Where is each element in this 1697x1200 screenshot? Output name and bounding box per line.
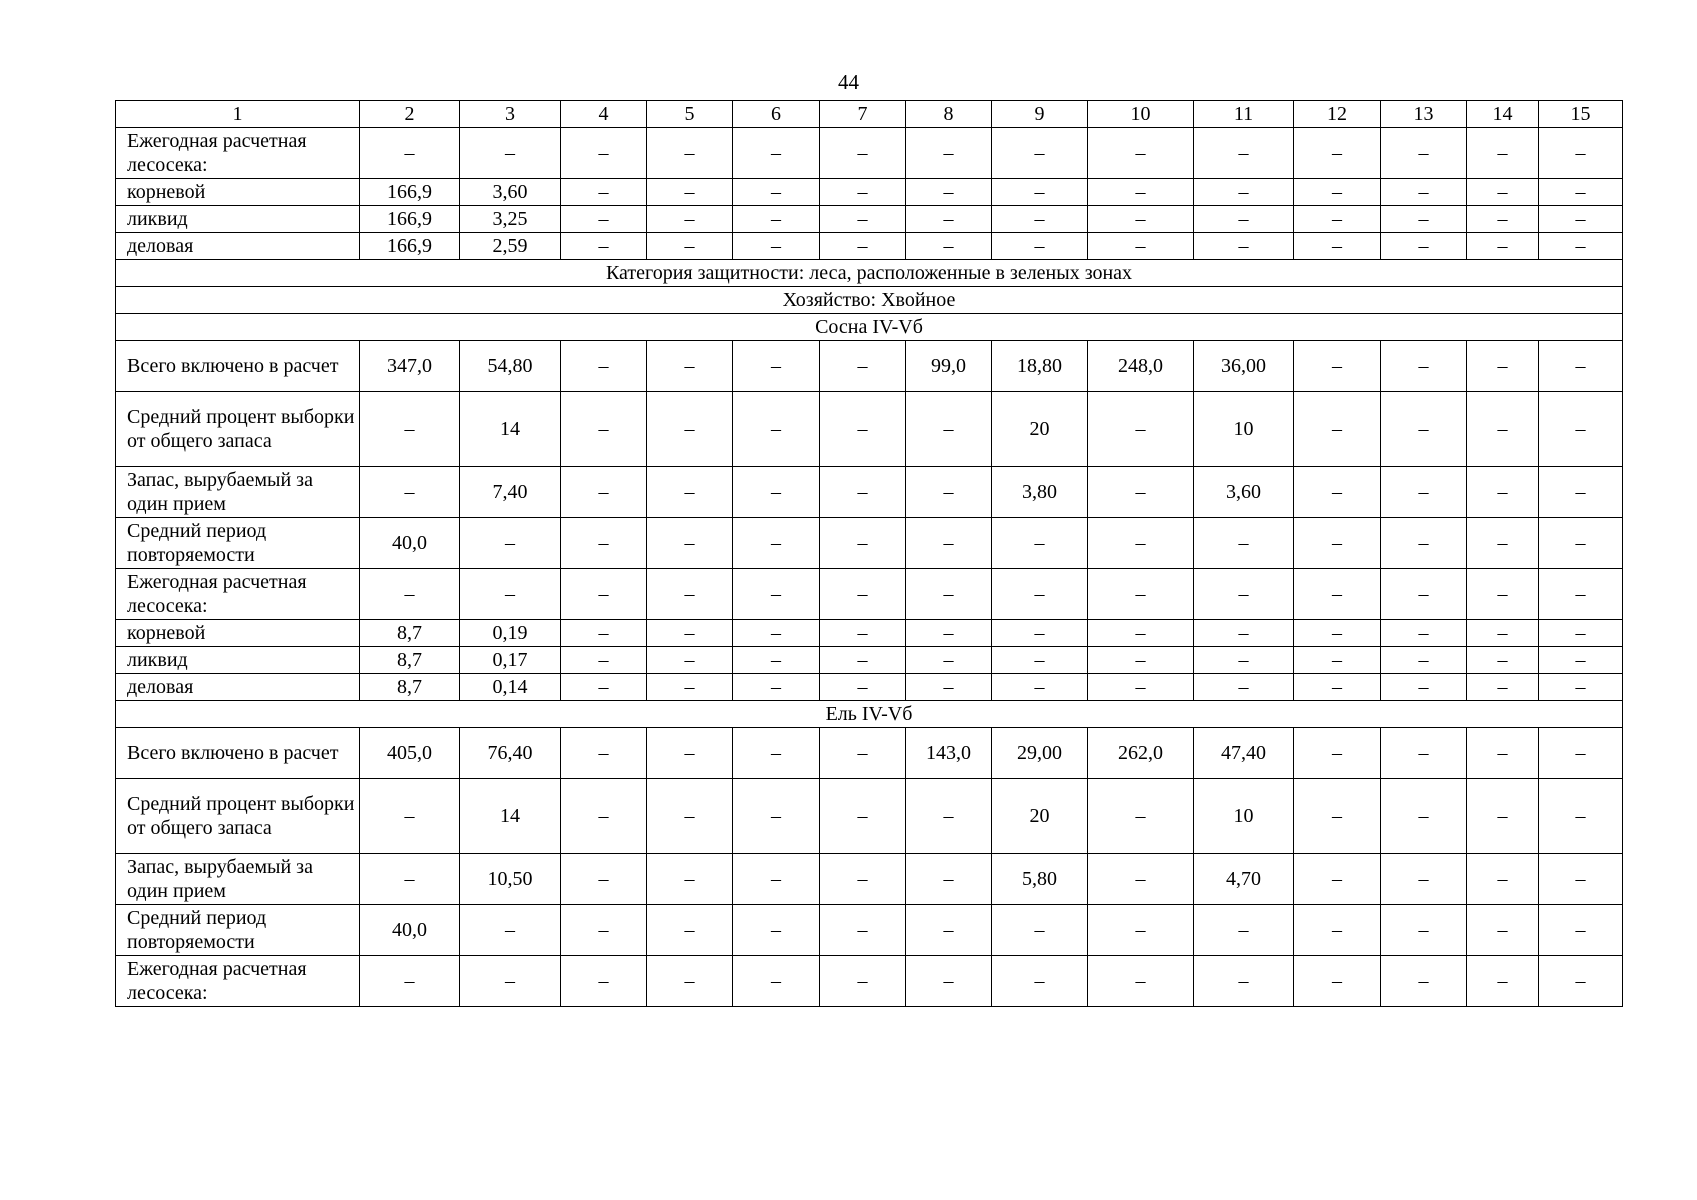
table-cell: –	[1194, 620, 1294, 647]
table-cell: –	[1467, 206, 1539, 233]
column-number-cell: 13	[1381, 101, 1467, 128]
table-cell: –	[906, 128, 992, 179]
table-row	[116, 179, 1623, 206]
table-cell: –	[647, 674, 733, 701]
table-cell: –	[1294, 779, 1381, 854]
table-cell: –	[1294, 392, 1381, 467]
table-cell: 3,60	[1194, 467, 1294, 518]
table-cell: –	[1539, 620, 1623, 647]
forest-data-table	[115, 100, 1623, 1007]
table-cell: –	[1381, 206, 1467, 233]
table-cell: –	[733, 647, 820, 674]
table-cell: –	[733, 128, 820, 179]
table-cell: –	[1294, 569, 1381, 620]
table-cell: –	[1088, 620, 1194, 647]
table-cell: –	[1381, 728, 1467, 779]
table-cell: –	[1194, 956, 1294, 1007]
table-cell: –	[992, 620, 1088, 647]
table-cell: –	[992, 206, 1088, 233]
table-cell: –	[733, 905, 820, 956]
table-cell: –	[561, 233, 647, 260]
table-row	[116, 956, 1623, 1007]
table-cell: –	[1381, 518, 1467, 569]
table-cell: –	[733, 392, 820, 467]
table-cell: 76,40	[460, 728, 561, 779]
table-cell: –	[906, 233, 992, 260]
table-cell: 20	[992, 392, 1088, 467]
table-cell: –	[1467, 467, 1539, 518]
row-label: Запас, вырубаемый за один прием	[116, 854, 360, 905]
table-cell: 4,70	[1194, 854, 1294, 905]
table-cell: 14	[460, 779, 561, 854]
table-cell: –	[992, 179, 1088, 206]
table-cell: –	[820, 728, 906, 779]
row-label: Ежегодная расчетная лесосека:	[116, 956, 360, 1007]
table-cell: –	[360, 956, 460, 1007]
table-cell: 10	[1194, 779, 1294, 854]
table-cell: –	[1381, 569, 1467, 620]
row-label: Запас, вырубаемый за один прием	[116, 467, 360, 518]
table-cell: 0,19	[460, 620, 561, 647]
table-cell: –	[733, 674, 820, 701]
table-cell: –	[647, 341, 733, 392]
table-cell: –	[820, 206, 906, 233]
table-cell: –	[1194, 569, 1294, 620]
table-cell: –	[647, 128, 733, 179]
table-cell: –	[906, 956, 992, 1007]
table-cell: 10,50	[460, 854, 561, 905]
table-cell: –	[820, 233, 906, 260]
table-cell: 3,25	[460, 206, 561, 233]
table-cell: –	[647, 620, 733, 647]
table-cell: –	[1539, 956, 1623, 1007]
row-label: ликвид	[116, 206, 360, 233]
table-cell: –	[1381, 392, 1467, 467]
table-cell: –	[1381, 647, 1467, 674]
table-cell: 29,00	[992, 728, 1088, 779]
table-row	[116, 569, 1623, 620]
table-cell: –	[1381, 779, 1467, 854]
table-row	[116, 518, 1623, 569]
table-cell: 166,9	[360, 206, 460, 233]
table-cell: –	[906, 905, 992, 956]
column-number-cell: 3	[460, 101, 561, 128]
table-cell: –	[647, 179, 733, 206]
table-cell: –	[820, 905, 906, 956]
table-cell: –	[1294, 341, 1381, 392]
table-cell: –	[1381, 128, 1467, 179]
table-cell: 3,60	[460, 179, 561, 206]
table-cell: –	[1194, 647, 1294, 674]
table-cell: –	[1539, 179, 1623, 206]
table-cell: –	[1467, 569, 1539, 620]
table-cell: –	[1088, 647, 1194, 674]
table-cell: –	[1539, 128, 1623, 179]
table-row	[116, 128, 1623, 179]
table-cell: 262,0	[1088, 728, 1194, 779]
table-cell: 36,00	[1194, 341, 1294, 392]
table-cell: –	[647, 467, 733, 518]
row-label: Средний процент выборки от общего запаса	[116, 779, 360, 854]
table-cell: 166,9	[360, 179, 460, 206]
table-row	[116, 392, 1623, 467]
table-cell: –	[1294, 674, 1381, 701]
table-cell: –	[1088, 674, 1194, 701]
table-cell: 347,0	[360, 341, 460, 392]
table-body	[116, 101, 1623, 1007]
table-cell: –	[1088, 128, 1194, 179]
table-row	[116, 341, 1623, 392]
table-row	[116, 905, 1623, 956]
table-cell: –	[1294, 128, 1381, 179]
table-cell: –	[561, 674, 647, 701]
table-cell: –	[647, 392, 733, 467]
table-cell: –	[1294, 179, 1381, 206]
table-cell: –	[820, 620, 906, 647]
table-cell: –	[906, 518, 992, 569]
table-row	[116, 854, 1623, 905]
table-cell: –	[733, 179, 820, 206]
row-label: деловая	[116, 674, 360, 701]
table-cell: –	[460, 956, 561, 1007]
row-label: Всего включено в расчет	[116, 728, 360, 779]
table-cell: –	[1088, 905, 1194, 956]
table-cell: –	[1539, 674, 1623, 701]
table-cell: –	[561, 647, 647, 674]
table-cell: 7,40	[460, 467, 561, 518]
table-cell: –	[360, 779, 460, 854]
table-cell: –	[733, 467, 820, 518]
table-cell: 10	[1194, 392, 1294, 467]
table-cell: –	[1467, 341, 1539, 392]
table-cell: 40,0	[360, 518, 460, 569]
table-cell: –	[992, 518, 1088, 569]
table-cell: –	[647, 569, 733, 620]
section-heading-row	[116, 260, 1623, 287]
table-cell: –	[992, 905, 1088, 956]
table-cell: 14	[460, 392, 561, 467]
table-cell: –	[733, 956, 820, 1007]
table-cell: –	[906, 179, 992, 206]
table-cell: 20	[992, 779, 1088, 854]
table-cell: –	[1194, 206, 1294, 233]
table-cell: –	[906, 674, 992, 701]
table-cell: –	[1539, 905, 1623, 956]
table-cell: –	[360, 854, 460, 905]
table-cell: 8,7	[360, 647, 460, 674]
column-number-cell: 11	[1194, 101, 1294, 128]
table-cell: –	[561, 779, 647, 854]
column-number-cell: 1	[116, 101, 360, 128]
table-cell: –	[360, 467, 460, 518]
section-heading: Ель IV-Vб	[116, 701, 1623, 728]
table-cell: –	[460, 518, 561, 569]
table-cell: –	[992, 128, 1088, 179]
table-cell: –	[1539, 341, 1623, 392]
table-cell: –	[1194, 674, 1294, 701]
table-cell: –	[820, 674, 906, 701]
table-cell: 3,80	[992, 467, 1088, 518]
table-cell: –	[1088, 233, 1194, 260]
row-label: корневой	[116, 179, 360, 206]
table-cell: –	[1294, 728, 1381, 779]
table-cell: 143,0	[906, 728, 992, 779]
table-cell: –	[561, 179, 647, 206]
table-cell: –	[1539, 467, 1623, 518]
table-cell: –	[1467, 128, 1539, 179]
table-cell: –	[1539, 854, 1623, 905]
table-cell: –	[820, 341, 906, 392]
table-cell: –	[647, 647, 733, 674]
table-cell: 166,9	[360, 233, 460, 260]
table-cell: –	[992, 647, 1088, 674]
table-cell: –	[647, 779, 733, 854]
column-number-cell: 5	[647, 101, 733, 128]
table-row	[116, 728, 1623, 779]
table-cell: 2,59	[460, 233, 561, 260]
row-label: Средний период повторяемости	[116, 905, 360, 956]
table-cell: 8,7	[360, 674, 460, 701]
table-cell: –	[647, 854, 733, 905]
table-cell: –	[820, 779, 906, 854]
table-cell: –	[820, 392, 906, 467]
table-cell: –	[1381, 341, 1467, 392]
column-number-cell: 2	[360, 101, 460, 128]
table-cell: –	[1088, 569, 1194, 620]
table-cell: –	[820, 467, 906, 518]
row-label: деловая	[116, 233, 360, 260]
table-cell: –	[561, 467, 647, 518]
table-cell: –	[906, 467, 992, 518]
table-cell: –	[1467, 905, 1539, 956]
table-cell: –	[1539, 392, 1623, 467]
table-row	[116, 206, 1623, 233]
table-cell: –	[1467, 647, 1539, 674]
table-cell: –	[1381, 467, 1467, 518]
table-row	[116, 647, 1623, 674]
table-cell: –	[561, 569, 647, 620]
table-cell: –	[1194, 128, 1294, 179]
table-cell: –	[561, 341, 647, 392]
table-cell: –	[360, 569, 460, 620]
table-cell: 0,17	[460, 647, 561, 674]
table-cell: –	[733, 518, 820, 569]
table-cell: –	[1294, 854, 1381, 905]
table-cell: –	[1294, 647, 1381, 674]
table-cell: –	[1294, 905, 1381, 956]
row-label: ликвид	[116, 647, 360, 674]
table-cell: –	[1194, 233, 1294, 260]
table-cell: –	[820, 179, 906, 206]
table-cell: –	[647, 233, 733, 260]
table-cell: –	[561, 854, 647, 905]
table-row	[116, 620, 1623, 647]
table-cell: –	[820, 518, 906, 569]
table-cell: 99,0	[906, 341, 992, 392]
table-cell: –	[460, 569, 561, 620]
table-cell: –	[561, 905, 647, 956]
table-cell: –	[561, 518, 647, 569]
table-cell: –	[1467, 779, 1539, 854]
table-cell: 5,80	[992, 854, 1088, 905]
table-cell: –	[1467, 728, 1539, 779]
table-cell: –	[733, 569, 820, 620]
table-cell: –	[460, 128, 561, 179]
table-cell: –	[820, 128, 906, 179]
column-number-row	[116, 101, 1623, 128]
column-number-cell: 8	[906, 101, 992, 128]
table-row	[116, 674, 1623, 701]
row-label: Средний период повторяемости	[116, 518, 360, 569]
row-label: корневой	[116, 620, 360, 647]
table-cell: –	[1294, 206, 1381, 233]
table-cell: –	[1088, 392, 1194, 467]
column-number-cell: 6	[733, 101, 820, 128]
table-cell: –	[733, 854, 820, 905]
column-number-cell: 9	[992, 101, 1088, 128]
table-cell: 405,0	[360, 728, 460, 779]
table-cell: –	[992, 674, 1088, 701]
table-cell: –	[1381, 956, 1467, 1007]
table-cell: –	[906, 392, 992, 467]
table-cell: –	[1381, 674, 1467, 701]
table-cell: –	[561, 620, 647, 647]
table-row	[116, 467, 1623, 518]
table-cell: –	[1294, 620, 1381, 647]
table-cell: –	[906, 647, 992, 674]
table-cell: –	[733, 620, 820, 647]
row-label: Ежегодная расчетная лесосека:	[116, 569, 360, 620]
table-cell: –	[360, 128, 460, 179]
table-cell: –	[1467, 674, 1539, 701]
section-heading: Сосна IV-Vб	[116, 314, 1623, 341]
table-cell: –	[1381, 905, 1467, 956]
table-cell: –	[1381, 620, 1467, 647]
table-cell: –	[906, 620, 992, 647]
table-cell: 248,0	[1088, 341, 1194, 392]
table-cell: –	[1467, 179, 1539, 206]
table-cell: –	[1467, 620, 1539, 647]
table-cell: –	[1194, 905, 1294, 956]
table-cell: –	[1088, 467, 1194, 518]
table-cell: –	[1088, 779, 1194, 854]
table-cell: –	[561, 956, 647, 1007]
table-cell: 0,14	[460, 674, 561, 701]
table-cell: –	[1088, 206, 1194, 233]
table-cell: –	[561, 392, 647, 467]
table-cell: –	[1539, 647, 1623, 674]
table-cell: –	[906, 779, 992, 854]
table-cell: –	[1539, 779, 1623, 854]
table-cell: –	[992, 956, 1088, 1007]
column-number-cell: 4	[561, 101, 647, 128]
section-heading-row	[116, 701, 1623, 728]
table-cell: –	[561, 206, 647, 233]
column-number-cell: 14	[1467, 101, 1539, 128]
table-cell: –	[1381, 179, 1467, 206]
table-cell: –	[460, 905, 561, 956]
section-heading-row	[116, 314, 1623, 341]
table-cell: –	[1088, 854, 1194, 905]
table-cell: –	[1294, 518, 1381, 569]
page-number: 44	[838, 70, 859, 94]
row-label: Всего включено в расчет	[116, 341, 360, 392]
table-cell: –	[906, 854, 992, 905]
table-cell: –	[1467, 854, 1539, 905]
table-cell: 18,80	[992, 341, 1088, 392]
table-cell: –	[820, 956, 906, 1007]
table-cell: –	[647, 905, 733, 956]
table-cell: –	[1539, 518, 1623, 569]
table-cell: –	[1467, 518, 1539, 569]
table-cell: –	[647, 956, 733, 1007]
table-cell: –	[647, 518, 733, 569]
table-cell: –	[360, 392, 460, 467]
table-cell: –	[1467, 233, 1539, 260]
table-cell: 8,7	[360, 620, 460, 647]
column-number-cell: 15	[1539, 101, 1623, 128]
table-cell: –	[647, 206, 733, 233]
table-cell: –	[906, 569, 992, 620]
table-cell: –	[992, 233, 1088, 260]
section-heading: Категория защитности: леса, расположенные в зеленых зонах	[116, 260, 1623, 287]
table-cell: –	[1381, 233, 1467, 260]
table-cell: –	[1381, 854, 1467, 905]
table-cell: –	[820, 647, 906, 674]
table-cell: –	[733, 206, 820, 233]
section-heading-row	[116, 287, 1623, 314]
table-cell: 40,0	[360, 905, 460, 956]
table-cell: –	[1294, 956, 1381, 1007]
table-cell: –	[561, 128, 647, 179]
table-cell: –	[647, 728, 733, 779]
table-cell: –	[561, 728, 647, 779]
table-row	[116, 233, 1623, 260]
table-cell: –	[1539, 569, 1623, 620]
table-cell: –	[820, 569, 906, 620]
table-cell: –	[992, 569, 1088, 620]
table-cell: –	[1194, 179, 1294, 206]
table-cell: –	[820, 854, 906, 905]
table-cell: –	[1294, 233, 1381, 260]
table-cell: –	[1539, 233, 1623, 260]
table-cell: –	[1467, 392, 1539, 467]
table-cell: –	[1294, 467, 1381, 518]
column-number-cell: 12	[1294, 101, 1381, 128]
table-cell: –	[1467, 956, 1539, 1007]
table-cell: 54,80	[460, 341, 561, 392]
table-cell: –	[733, 728, 820, 779]
column-number-cell: 10	[1088, 101, 1194, 128]
column-number-cell: 7	[820, 101, 906, 128]
table-cell: –	[1539, 206, 1623, 233]
table-row	[116, 779, 1623, 854]
table-cell: –	[1539, 728, 1623, 779]
row-label: Ежегодная расчетная лесосека:	[116, 128, 360, 179]
table-cell: –	[733, 779, 820, 854]
table-cell: –	[1088, 179, 1194, 206]
table-cell: –	[733, 341, 820, 392]
table-cell: 47,40	[1194, 728, 1294, 779]
table-cell: –	[1088, 518, 1194, 569]
table-cell: –	[1088, 956, 1194, 1007]
row-label: Средний процент выборки от общего запаса	[116, 392, 360, 467]
table-cell: –	[906, 206, 992, 233]
section-heading: Хозяйство: Хвойное	[116, 287, 1623, 314]
table-cell: –	[733, 233, 820, 260]
table-cell: –	[1194, 518, 1294, 569]
